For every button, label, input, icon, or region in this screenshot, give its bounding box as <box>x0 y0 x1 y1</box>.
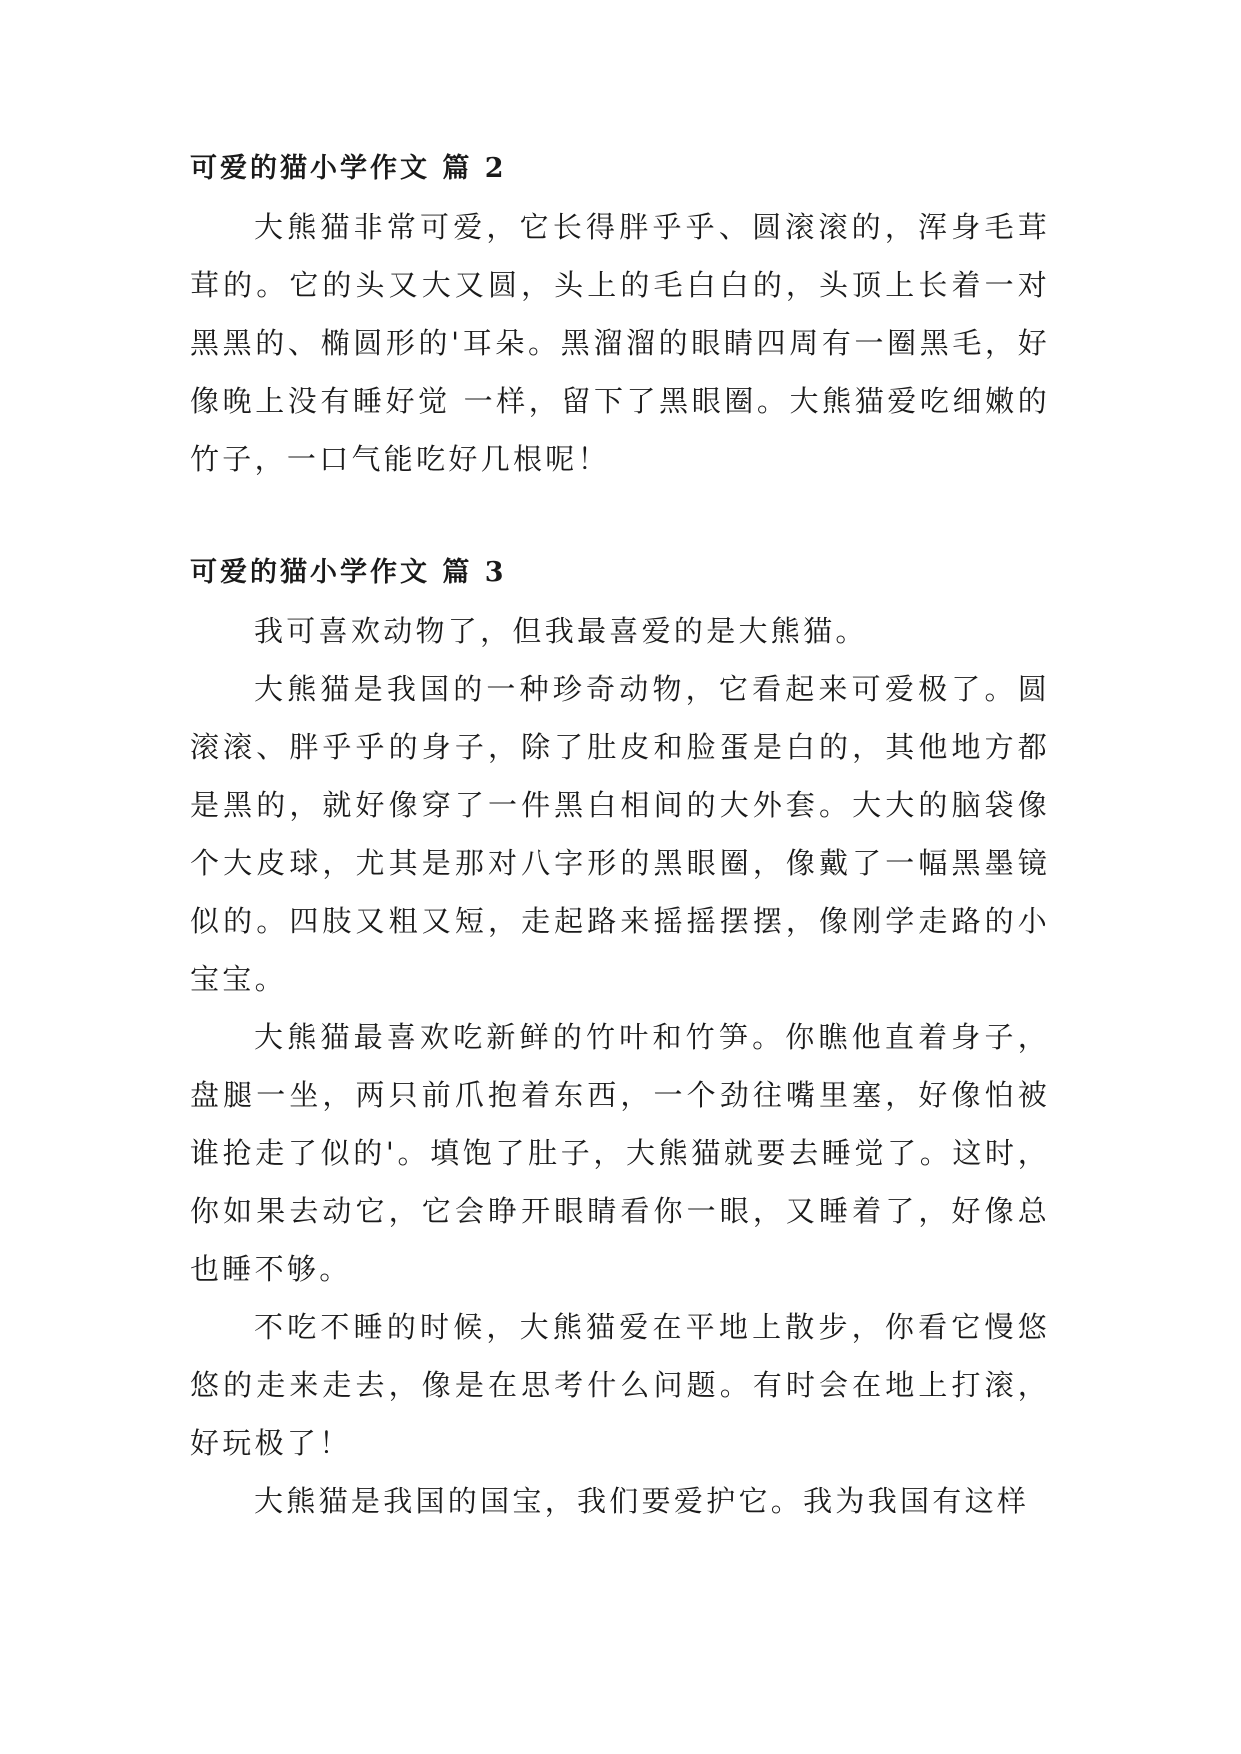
essay-section-3 <box>190 544 1050 1530</box>
section-spacer <box>190 488 1050 544</box>
paragraph: 我可喜欢动物了，但我最喜爱的是大熊猫。 <box>254 614 868 648</box>
paragraph: 大熊猫最喜欢吃新鲜的竹叶和竹笋。你瞧他直着身子，盘腿一坐，两只前爪抱着东西，一个劲往嘴里塞，好像怕被谁抢走了似的'。填饱了肚子，大熊猫就要去睡觉了。这时，你如果去动它，它会睁开眼睛看你一眼，又睡着了，好像总也睡不够。 <box>190 1020 1050 1286</box>
paragraph: 大熊猫非常可爱，它长得胖乎乎、圆滚滚的，浑身毛茸茸的。它的头又大又圆，头上的毛白白的，头顶上长着一对黑黑的、椭圆形的'耳朵。黑溜溜的眼睛四周有一圈黑毛，好像晚上没有睡好觉 一样，留下了黑眼圈。大熊猫爱吃细嫩的竹子，一口气能吃好几根呢！ <box>190 210 1050 476</box>
section-title: 可爱的猫小学作文 篇 3 <box>190 557 507 588</box>
essay-section-2 <box>190 140 1050 488</box>
document-page <box>190 140 1050 1530</box>
paragraph: 大熊猫是我国的一种珍奇动物，它看起来可爱极了。圆滚滚、胖乎乎的身子，除了肚皮和脸蛋是白的，其他地方都是黑的，就好像穿了一件黑白相间的大外套。大大的脑袋像个大皮球，尤其是那对八字形的黑眼圈，像戴了一幅黑墨镜似的。四肢又粗又短，走起路来摇摇摆摆，像刚学走路的小宝宝。 <box>190 672 1050 996</box>
section-title: 可爱的猫小学作文 篇 2 <box>190 153 507 184</box>
paragraph: 大熊猫是我国的国宝，我们要爱护它。我为我国有这样 <box>254 1484 1030 1518</box>
paragraph: 不吃不睡的时候，大熊猫爱在平地上散步，你看它慢悠悠的走来走去，像是在思考什么问题。有时会在地上打滚，好玩极了！ <box>190 1310 1050 1460</box>
